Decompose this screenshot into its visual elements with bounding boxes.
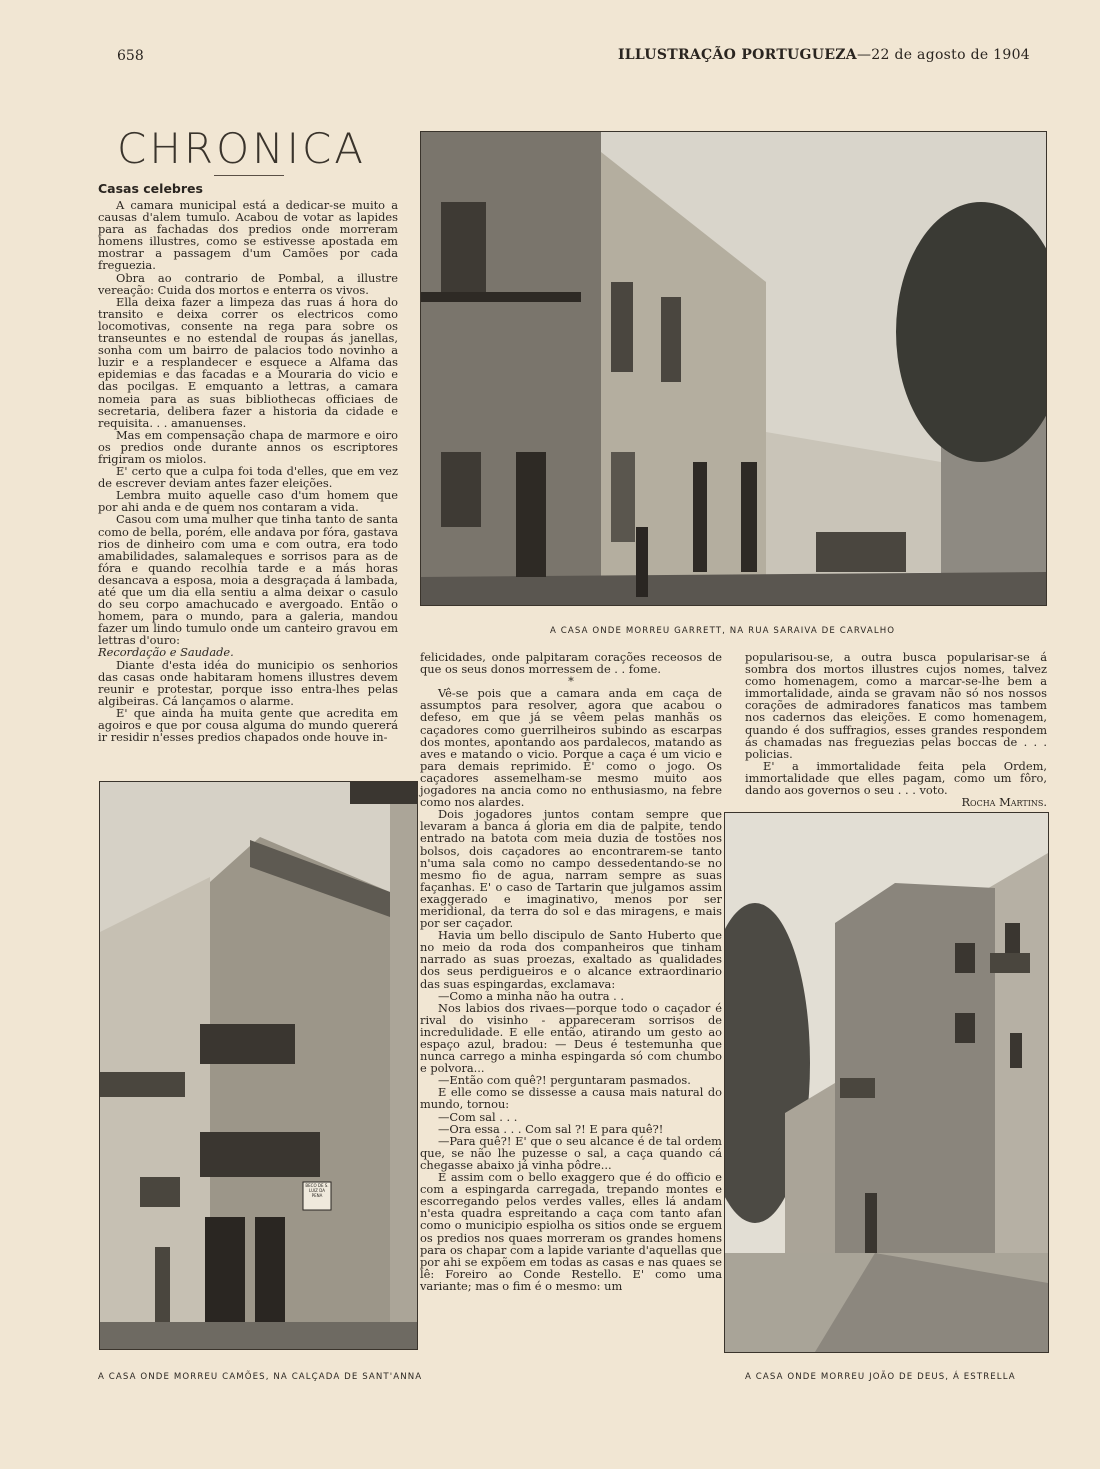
- running-header: [618, 47, 1030, 63]
- photo-garrett-drawing: [421, 132, 1046, 605]
- paragraph: —Com sal . . .: [438, 1109, 518, 1124]
- paragraph: Vê-se pois que a camara anda em caça de assumptos para resolver, agora que acabou o defeso, em que já se vêem pelas manhãs os caçadores como guerrilheiros subindo as escarpas dos montes, apontando aos pardalecos, matando as aves e matando o vicio. Porque a caça é um vicio e para demais reprimido. E' como o jogo. Os caçadores assemelham-se mesmo muito aos jogadores na ancia como no enthusiasmo, na febre como nos alardes.: [420, 686, 722, 810]
- title-rule: [214, 175, 284, 176]
- paragraph: Mas em compensação chapa de marmore e oiro os predios onde durante annos os escriptores frigiram os miolos.: [98, 427, 398, 466]
- section-break: *: [568, 674, 574, 689]
- page-number: 658: [117, 48, 144, 64]
- paragraph: E assim com o bello exaggero que é do officio e com a espingarda carregada, trepando montes e escorregando pelos verdes valles, elles lá andam n'esta quadra espreitando a caça com tanto afan como o municipio espiolha os sitios onde se erguem os predios nos quaes morreram os grandes homens para os chapar com a lapide variante d'aquellas que por ahi se expõem em todas as casas e nas quaes se lê: Foreiro ao Conde Restello. E' como uma variante; mas o fim é o mesmo: um: [420, 1170, 722, 1293]
- paragraph: Obra ao contrario de Pombal, a illustre vereação: Cuida dos mortos e enterra os vivos.: [98, 270, 398, 297]
- paragraph: Ella deixa fazer a limpeza das ruas á hora do transito e deixa correr os electricos como locomotivas, consente na rega para sobre os transeuntes e no estendal de roupas ás janellas, sonha com um bairro de palacios todo novinho a luzir e a resplandecer e esquece a Alfama das epidemias e das facadas e a Mouraria do vicio e das pocilgas. E emquanto a lettras, a camara nomeia para as suas bibliothecas officiaes de secretaria, delibera fazer a historia da cidade e requisita. . . amanuenses.: [98, 294, 398, 430]
- author-signature: [745, 796, 1047, 808]
- epitaph-text: Recordação e Saudade.: [98, 645, 234, 660]
- article-subheading: Casas celebres: [98, 181, 203, 196]
- paragraph: Nos labios dos rivaes—porque todo o caçador é rival do visinho - appareceram sorrisos de incredulidade. E elle então, atirando um gesto ao espaço azul, bradou: — Deus é testemunha que nunca carrego a minha espingarda só com chumbo e polvora...: [420, 1000, 722, 1076]
- paragraph: —Então com quê?! perguntaram pasmados.: [438, 1073, 691, 1088]
- paragraph: E' certo que a culpa foi toda d'elles, que em vez de escrever deviam antes fazer eleições.: [98, 464, 398, 491]
- paragraph: Casou com uma mulher que tinha tanto de santa como de bella, porém, elle andava por fóra, gastava rios de dinheiro com uma e com outra, era todo amabilidades, salamaleques e sorrisos para as de fóra e quando recolhia tarde e a más horas desancava a esposa, moia a desgraçada á lambada, até que um dia ella sentiu a alma deixar o casulo do seu corpo amachucado e avergoado. Então o homem, para o mundo, para a galeria, mandou fazer um lindo tumulo onde um canteiro gravou em lettras d'ouro:: [98, 512, 398, 648]
- caption-garrett: A CASA ONDE MORREU GARRETT, NA RUA SARAIVA DE CARVALHO: [550, 626, 896, 636]
- paragraph: —Como a minha não ha outra . .: [438, 988, 625, 1003]
- paragraph: felicidades, onde palpitaram corações receosos de que os seus donos morressem de . . fome.: [420, 650, 722, 677]
- epitaph: [98, 646, 398, 658]
- paragraph: E' a immortalidade feita pela Ordem, immortalidade que elles pagam, como um fôro, dando aos governos o seu . . . voto.: [745, 758, 1047, 798]
- signature-text: Rocha Martins.: [961, 795, 1047, 810]
- publication-name: ILLUSTRAÇÃO PORTUGUEZA: [617, 47, 857, 63]
- caption-joao-de-deus: A CASA ONDE MORREU JOÃO DE DEUS, Á ESTRELLA: [745, 1372, 1016, 1382]
- photo-joao-de-deus-house: [724, 812, 1049, 1353]
- photo-joao-de-deus-drawing: [725, 813, 1048, 1352]
- text-column-2: [420, 651, 722, 1292]
- photo-camoes-house: [99, 781, 418, 1350]
- paragraph: Diante d'esta idéa do municipio os senhorios das casas onde habitaram homens illustres devem reunir e protestar, porque isso entra-lhes pelas algibeiras. Cá lançamos o alarme.: [98, 657, 398, 708]
- photo-camoes-drawing: [100, 782, 417, 1349]
- paragraph: E elle como se dissesse a causa mais natural do mundo, tornou:: [420, 1085, 722, 1112]
- paragraph: Dois jogadores juntos contam sempre que levaram a banca á gloria em dia de palpite, tendo entrado na batota com meia duzia de tostões nos bolsos, dois caçadores ao encontrarem-se tanto n'uma sala como no campo dessedentando-se no mesmo fio de agua, narram sempre as suas façanhas. E' o caso de Tartarin que julgamos assim exaggerado e imaginativo, menos por ser meridional, da terra do sol e das miragens, e mais por ser caçador.: [420, 807, 722, 931]
- text-column-1: [98, 199, 398, 743]
- paragraph: —Para quê?! E' que o seu alcance é de tal ordem que, se não lhe puzesse o sal, a caça quando cá chegasse abaixo já vinha pôdre...: [420, 1133, 722, 1172]
- paragraph: Lembra muito aquelle caso d'um homem que por ahi anda e de quem nos contaram a vida.: [98, 488, 398, 515]
- paragraph: popularisou-se, a outra busca popularisar-se á sombra dos mortos illustres cujos nomes, talvez como homenagem, como a marcar-se-lhe bem a immortalidade, ainda se gravam não só nos nossos corações de admiradores fanaticos mas tambem nos cadernos das eleições. E como homenagem, quando é dos suffragios, esses grandes respondem ás chamadas nas freguezias pelas boccas de . . . policias.: [745, 650, 1047, 761]
- photo-garrett-house: [420, 131, 1047, 606]
- street-sign: BECO DE S. LUIZ DA PENA: [305, 1183, 329, 1198]
- paragraph: A camara municipal está a dedicar-se muito a causas d'alem tumulo. Acabou de votar as lapides para as fachadas dos predios onde morreram homens illustres, como se estivesse apostada em mostrar a passagem d'um Camões por cada freguezia.: [98, 198, 398, 273]
- paragraph: Havia um bello discipulo de Santo Huberto que no meio da roda dos companheiros que tinham narrado as suas proezas, exaltado as qualidades dos seus perdigueiros e o alcance extraordinario das suas espingardas, exclamava:: [420, 928, 722, 991]
- caption-camoes: A CASA ONDE MORREU CAMÕES, NA CALÇADA DE SANT'ANNA: [98, 1372, 423, 1382]
- paragraph: E' que ainda ha muita gente que acredita em agoiros e que por cousa alguma do mundo quererá ir residir n'esses predios chapados onde houve in-: [98, 705, 398, 745]
- text-column-3: [745, 651, 1047, 808]
- section-title: CHRONICA: [117, 124, 367, 173]
- issue-date: —22 de agosto de 1904: [856, 47, 1030, 63]
- paragraph: —Ora essa . . . Com sal ?! E para quê?!: [438, 1121, 664, 1136]
